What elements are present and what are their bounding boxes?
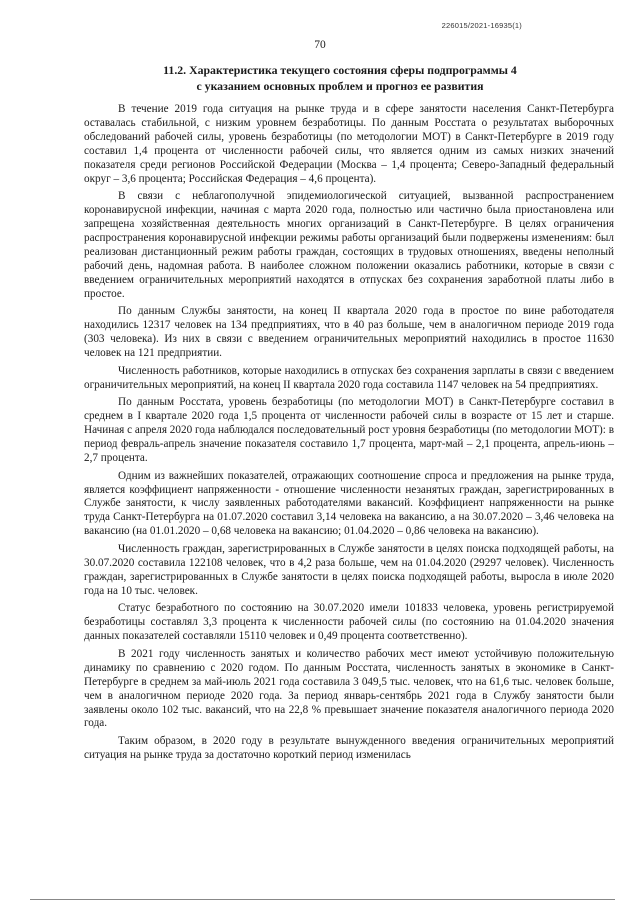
section-heading xyxy=(90,62,590,94)
paragraph: Численность граждан, зарегистрированных в Службе занятости в целях поиска подходящей работы, на 30.07.2020 составила 122108 человек, что в 4,2 раза больше, чем на 01.04.2020 (29297 человек). Численность граждан, зарегистрированных в Службе занятости в целях поиска подходящей работы, выросла в июле 2020 года на 10 тыс. человек. xyxy=(84,542,614,597)
section-heading-line2: с указанием основных проблем и прогноз ее развития xyxy=(196,79,484,93)
paragraph: По данным Службы занятости, на конец II квартала 2020 года в простое по вине работодателя находились 12317 человек на 134 предприятиях, что в 40 раз больше, чем в аналогичном периоде 2019 года (303 человека). Из них в связи с введением ограничительных мероприятий находились в простое 11630 человек на 121 предприятии. xyxy=(84,305,614,359)
paragraph: По данным Росстата, уровень безработицы (по методологии МОТ) в Санкт-Петербурге составил в среднем в I квартале 2020 года 1,5 процента от численности рабочей силы в возрасте от 15 лет и старше. Начиная с апреля 2020 года наблюдался последовательный рост уровня безработицы (по методологии МОТ): в период февраль-апрель значение показателя составило 1,7 процента, март-май – 2,1 процента, апрель-июнь – 2,7 процента. xyxy=(84,396,614,464)
page-number: 70 xyxy=(314,39,326,51)
document-id: 226015/2021-16935(1) xyxy=(441,21,522,30)
paragraph: В течение 2019 года ситуация на рынке труда и в сфере занятости населения Санкт-Петербурга оставалась стабильной, с низким уровнем безработицы. По данным Росстата о результатах выборочных обследований рабочей силы, уровень безработицы (по методологии МОТ) в Санкт-Петербурге в 2019 году составил 1,4 процента от численности рабочей силы, что является одним из самых низких значений показателя среди регионов Российской Федерации (Москва – 1,4 процента; Северо-Западный федеральный округ – 3,6 процента; Российская Федерация – 4,6 процента). xyxy=(84,103,614,185)
paragraph: В 2021 году численность занятых и количество рабочих мест имеют устойчивую положительную динамику по сравнению с 2020 годом. По данным Росстата, численность занятых в экономике в Санкт-Петербурге в среднем за май-июль 2021 года составила 3 049,5 тыс. человек, что на 61,6 тыс. человек больше, чем в аналогичном периоде 2020 года. За период январь-сентябрь 2021 года в Службу занятости были заявлены около 102 тыс. вакансий, что на 22,8 % превышает значение показателя аналогичного периода 2020 года. xyxy=(84,647,614,730)
scan-edge-line xyxy=(30,899,615,900)
paragraph: Численность работников, которые находились в отпусках без сохранения зарплаты в связи с введением ограничительных мероприятий, на конец II квартала 2020 года составила 1147 человек на 54 предприятиях. xyxy=(84,364,614,391)
paragraph: Таким образом, в 2020 году в результате вынужденного введения ограничительных мероприятий ситуация на рынке труда за достаточно короткий период изменилась xyxy=(84,735,614,762)
paragraph: Статус безработного по состоянию на 30.07.2020 имели 101833 человека, уровень регистрируемой безработицы составлял 3,3 процента к численности рабочей силы (по состоянию на 01.04.2020 значения данных показателей составляли 15110 человек и 0,49 процента соответственно). xyxy=(84,602,614,643)
body-text xyxy=(84,103,614,763)
section-heading-line1: 11.2. Характеристика текущего состояния сферы подпрограммы 4 xyxy=(163,63,517,77)
paragraph: Одним из важнейших показателей, отражающих соотношение спроса и предложения на рынке труда, является коэффициент напряженности - отношение численности незанятых граждан, зарегистрированных в Службе занятости, к числу заявленных работодателями вакансий. Коэффициент напряженности на рынке труда Санкт-Петербурга на 01.07.2020 составил 3,14 человека на вакансию, а на 30.07.2020 – 3,46 человека на вакансию (на 01.01.2020 – 0,68 человека на вакансию; 01.04.2020 – 0,86 человека на вакансию). xyxy=(84,469,614,538)
paragraph: В связи с неблагополучной эпидемиологической ситуацией, вызванной распространением коронавирусной инфекции, начиная с марта 2020 года, полностью или частично была приостановлена или запрещена хозяйственная деятельность многих организаций в Санкт-Петербурге. В целях ограничения распространения коронавирусной инфекции режимы работы организаций были подвержены изменениям: был реализован дистанционный режим работы граждан, состоящих в трудовых отношениях, введены неполный рабочий день, надомная работа. В наиболее сложном положении оказались работники, которые в связи с введением ограничительных мероприятий находятся в отпусках без сохранения заработной платы либо в простое. xyxy=(84,190,614,300)
